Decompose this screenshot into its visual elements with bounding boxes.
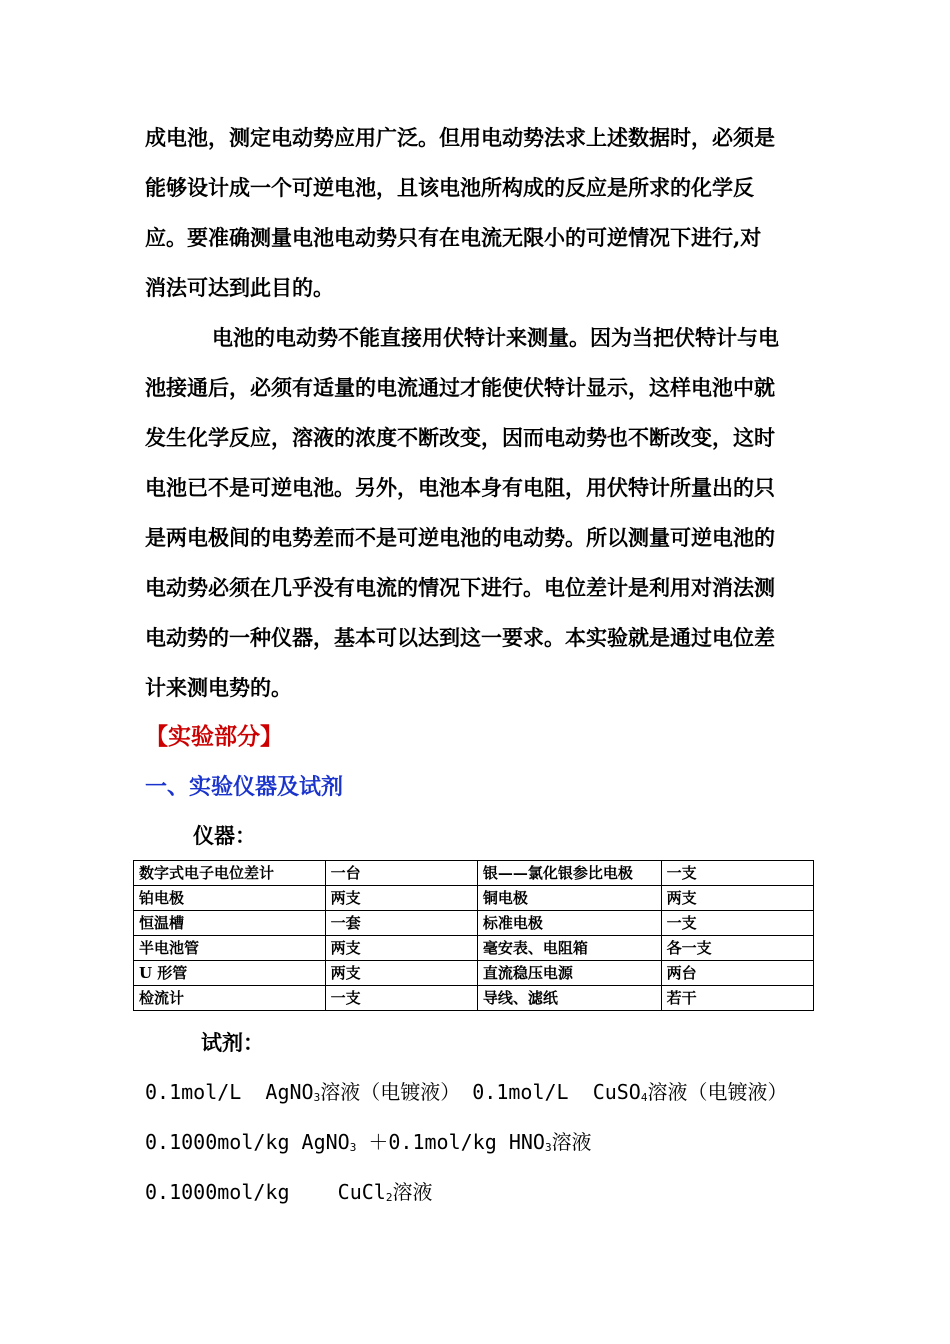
- paragraph-2-line-6: 电动势必须在几乎没有电流的情况下进行。电位差计是利用对消法测: [145, 575, 775, 600]
- table-cell: 若干: [661, 986, 813, 1011]
- paragraph-2-line-2: 池接通后，必须有适量的电流通过才能使伏特计显示，这样电池中就: [145, 375, 775, 400]
- reagent-formula: AgNO: [301, 1130, 350, 1154]
- instruments-table: [133, 860, 814, 1011]
- table-cell: 标准电极: [477, 911, 661, 936]
- reagent-description: 溶液: [392, 1180, 433, 1204]
- table-row: [134, 861, 814, 886]
- reagent-concentration: 0.1mol/L: [145, 1080, 242, 1104]
- paragraph-2-line-1: 电池的电动势不能直接用伏特计来测量。因为当把伏特计与电: [212, 325, 779, 350]
- reagent-concentration: 0.1000mol/kg: [145, 1130, 290, 1154]
- reagent-description: 溶液（电镀液）: [647, 1080, 788, 1104]
- table-cell: 检流计: [134, 986, 326, 1011]
- paragraph-2-line-8: 计来测电势的。: [145, 675, 292, 700]
- reagent-subscript: 2: [385, 1191, 393, 1204]
- reagent-formula: HNO: [508, 1130, 545, 1154]
- section-title: 【实验部分】: [145, 723, 283, 750]
- table-cell: U 形管: [134, 961, 326, 986]
- table-cell: 半电池管: [134, 936, 326, 961]
- paragraph-1-line-2: 能够设计成一个可逆电池，且该电池所构成的反应是所求的化学反: [145, 175, 754, 200]
- reagent-concentration: 0.1000mol/kg: [145, 1180, 290, 1204]
- table-row: [134, 886, 814, 911]
- instruments-label: 仪器：: [193, 823, 256, 848]
- reagents-label: 试剂：: [201, 1030, 264, 1055]
- table-row: [134, 911, 814, 936]
- reagent-description: 溶液: [551, 1130, 592, 1154]
- table-cell: 两支: [325, 936, 477, 961]
- table-cell: 银——氯化银参比电极: [477, 861, 661, 886]
- paragraph-2-line-3: 发生化学反应，溶液的浓度不断改变，因而电动势也不断改变，这时: [145, 425, 775, 450]
- reagent-line-3: [145, 1178, 432, 1212]
- paragraph-1-line-3: 应。要准确测量电池电动势只有在电流无限小的可逆情况下进行,对: [145, 225, 762, 250]
- paragraph-2-line-5: 是两电极间的电势差而不是可逆电池的电动势。所以测量可逆电池的: [145, 525, 775, 550]
- table-cell: 直流稳压电源: [477, 961, 661, 986]
- subsection-title: 一、实验仪器及试剂: [145, 774, 344, 800]
- reagent-formula: CuCl: [337, 1180, 386, 1204]
- reagent-subscript: 3: [349, 1141, 357, 1154]
- table-row: [134, 936, 814, 961]
- table-row: [134, 961, 814, 986]
- table-cell: 两台: [661, 961, 813, 986]
- reagent-formula: AgNO: [265, 1080, 314, 1104]
- table-cell: 导线、滤纸: [477, 986, 661, 1011]
- reagent-description: 溶液（电镀液）: [320, 1080, 461, 1104]
- table-cell: 一台: [325, 861, 477, 886]
- table-cell: 毫安表、电阻箱: [477, 936, 661, 961]
- reagent-subscript: 3: [313, 1091, 321, 1104]
- plus-sign: ＋: [368, 1130, 389, 1154]
- table-cell: 各一支: [661, 936, 813, 961]
- table-cell: 一支: [661, 911, 813, 936]
- table-cell: 铜电极: [477, 886, 661, 911]
- table-cell: 数字式电子电位差计: [134, 861, 326, 886]
- table-cell: 一支: [325, 986, 477, 1011]
- paragraph-2-line-4: 电池已不是可逆电池。另外，电池本身有电阻，用伏特计所量出的只: [145, 475, 775, 500]
- table-cell: 两支: [325, 886, 477, 911]
- table-cell: 恒温槽: [134, 911, 326, 936]
- paragraph-2-line-7: 电动势的一种仪器，基本可以达到这一要求。本实验就是通过电位差: [145, 625, 775, 650]
- reagent-concentration: 0.1mol/kg: [388, 1130, 497, 1154]
- reagent-subscript: 4: [640, 1091, 648, 1104]
- table-cell: 一支: [661, 861, 813, 886]
- reagent-concentration: 0.1mol/L: [472, 1080, 569, 1104]
- paragraph-1-line-1: 成电池，测定电动势应用广泛。但用电动势法求上述数据时，必须是: [145, 125, 775, 150]
- table-cell: 两支: [661, 886, 813, 911]
- table-cell: 两支: [325, 961, 477, 986]
- table-cell: 铂电极: [134, 886, 326, 911]
- reagent-line-2: [145, 1128, 592, 1162]
- table-cell: 一套: [325, 911, 477, 936]
- reagent-formula: CuSO: [592, 1080, 641, 1104]
- paragraph-1-line-4: 消法可达到此目的。: [145, 275, 334, 300]
- reagent-subscript: 3: [544, 1141, 552, 1154]
- table-row: [134, 986, 814, 1011]
- reagent-line-1: [145, 1078, 787, 1112]
